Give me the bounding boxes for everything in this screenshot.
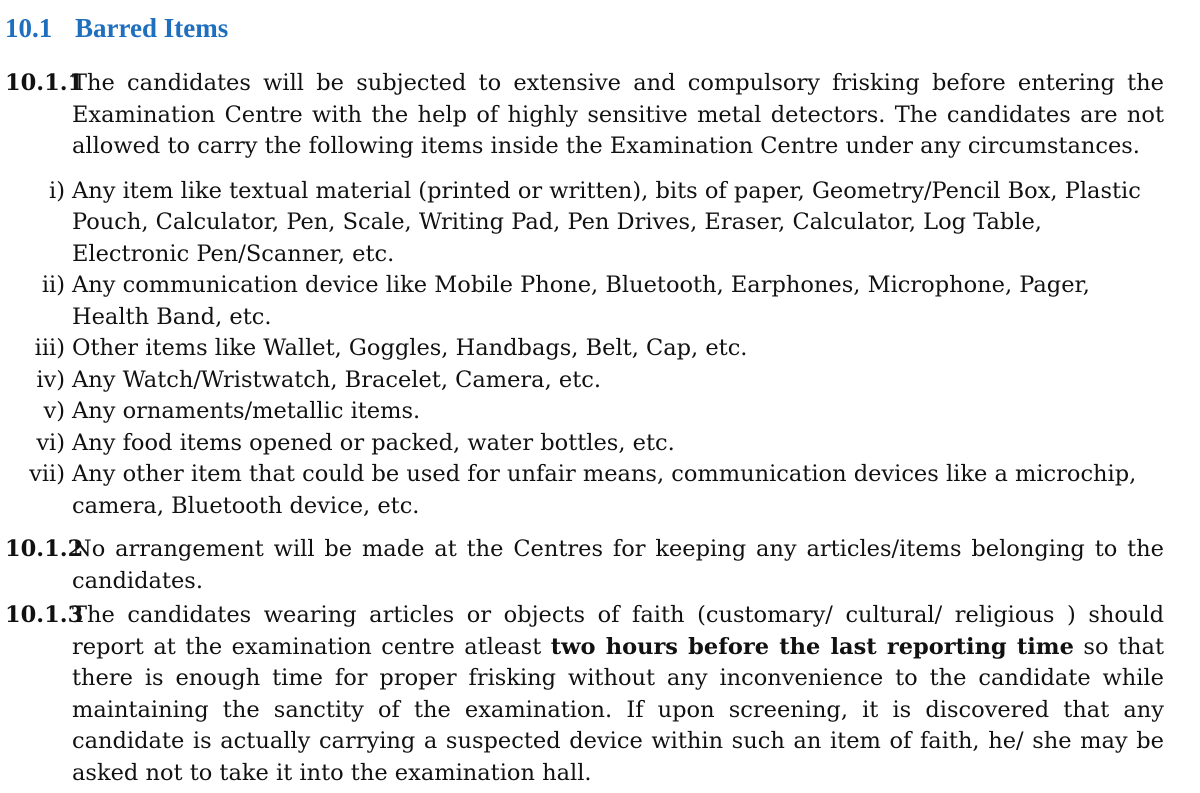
paragraph-number: 10.1.1 [5, 70, 84, 96]
paragraph-number: 10.1.3 [5, 602, 84, 628]
barred-items-list [5, 176, 1164, 523]
list-item-text: Other items like Wallet, Goggles, Handbags, Belt, Cap, etc. [72, 335, 748, 361]
list-marker: v) [43, 398, 65, 424]
section-title: Barred Items [75, 13, 229, 43]
paragraph-text: No arrangement will be made at the Centres for keeping any articles/items belonging to the candidates. [72, 536, 1164, 594]
list-marker: vi) [36, 429, 65, 456]
paragraph-number: 10.1.2 [5, 536, 84, 562]
list-item-text: Any communication device like Mobile Phone, Bluetooth, Earphones, Microphone, Pager, Health Band, etc. [72, 272, 1090, 330]
list-item [5, 365, 1164, 397]
paragraph-text-start: The candidates wearing articles or objects of faith (customary/ cultural/ religious ) should report at the examination centre atleast [72, 602, 1164, 660]
paragraph-10-1-2 [5, 534, 1164, 597]
paragraph-10-1-1 [5, 68, 1164, 163]
paragraph-text: The candidates will be subjected to extensive and compulsory frisking before entering the Examination Centre with the help of highly sensitive metal detectors. The candidates are not allowed to carry the following items inside the Examination Centre under any circumstances. [72, 70, 1164, 159]
list-marker: i) [49, 177, 65, 204]
list-item-text: Any other item that could be used for unfair means, communication devices like a microchip, camera, Bluetooth device, etc. [72, 461, 1137, 519]
list-item [5, 459, 1164, 522]
paragraph-10-1-3 [5, 600, 1164, 789]
section-heading [5, 10, 1164, 46]
list-item-text: Any ornaments/metallic items. [72, 398, 421, 424]
list-marker: vii) [29, 461, 65, 487]
list-item-text: Any item like textual material (printed or written), bits of paper, Geometry/Pencil Box, Plastic Pouch, Calculator, Pen, Scale, Writing Pad, Pen Drives, Eraser, Calculator, Log Table, Electronic Pen/Scanner, etc. [72, 177, 1141, 267]
emphasized-deadline: two hours before the last reporting time [550, 633, 1074, 660]
list-item [5, 333, 1164, 365]
list-item-text: Any food items opened or packed, water bottles, etc. [72, 429, 675, 456]
list-marker: iv) [36, 366, 65, 393]
list-item-text: Any Watch/Wristwatch, Bracelet, Camera, etc. [72, 366, 602, 393]
section-number: 10.1 [5, 13, 53, 43]
list-item [5, 176, 1164, 271]
paragraph-text [72, 600, 1164, 789]
list-item [5, 270, 1164, 333]
paragraph-text-end: so that there is enough time for proper frisking without any inconvenience to the candidate while maintaining the sanctity of the examination. If upon screening, it is discovered that any candidate is actually carrying a suspected device within such an item of faith, he/ she may be asked not to take it into the examination hall. [72, 633, 1164, 786]
list-marker: iii) [34, 335, 65, 361]
list-marker: ii) [41, 272, 65, 298]
list-item [5, 396, 1164, 428]
list-item [5, 428, 1164, 460]
